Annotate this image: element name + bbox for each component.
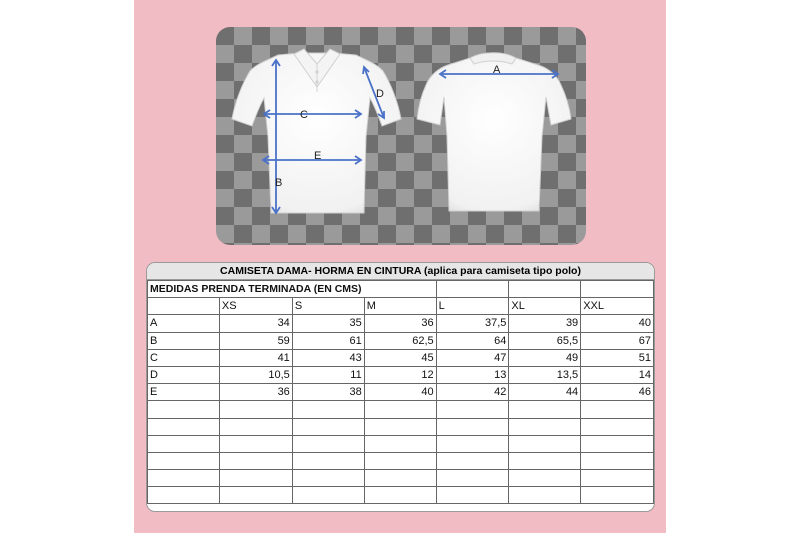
measurement-cell: 44 (509, 384, 581, 401)
measurement-cell: 65,5 (509, 332, 581, 349)
size-header: XXL (581, 298, 654, 315)
empty-cell (292, 435, 364, 452)
empty-cell (581, 401, 654, 418)
empty-cell (581, 281, 654, 298)
table-title: CAMISETA DAMA- HORMA EN CINTURA (aplica para camiseta tipo polo) (147, 263, 654, 280)
measurement-cell: 37,5 (436, 315, 509, 332)
empty-cell (436, 470, 509, 487)
empty-cell (364, 401, 436, 418)
measurement-cell: 40 (364, 384, 436, 401)
label-b: B (275, 177, 283, 189)
empty-cell (219, 470, 292, 487)
empty-cell (364, 418, 436, 435)
empty-cell (148, 470, 220, 487)
empty-cell (148, 298, 220, 315)
row-label: D (148, 366, 220, 383)
measurement-cell: 42 (436, 384, 509, 401)
measurement-cell: 62,5 (364, 332, 436, 349)
empty-cell (581, 418, 654, 435)
polo-shirt-diagram (216, 27, 586, 245)
measurement-cell: 64 (436, 332, 509, 349)
empty-cell (509, 435, 581, 452)
label-a: A (493, 64, 501, 76)
table-row (148, 332, 654, 349)
size-header: XL (509, 298, 581, 315)
size-header: L (436, 298, 509, 315)
empty-cell (436, 418, 509, 435)
empty-cell (509, 418, 581, 435)
measurement-cell: 34 (219, 315, 292, 332)
size-header: XS (219, 298, 292, 315)
empty-cell (292, 452, 364, 469)
measurement-cell: 12 (364, 366, 436, 383)
empty-cell (292, 470, 364, 487)
empty-cell (292, 401, 364, 418)
empty-cell (509, 470, 581, 487)
subtitle-row (148, 281, 654, 298)
empty-cell (364, 435, 436, 452)
empty-cell (219, 487, 292, 504)
table-row (148, 366, 654, 383)
empty-cell (364, 452, 436, 469)
table-row (148, 315, 654, 332)
measurement-cell: 51 (581, 349, 654, 366)
measurement-cell: 61 (292, 332, 364, 349)
empty-row (148, 470, 654, 487)
empty-cell (581, 470, 654, 487)
measurement-cell: 39 (509, 315, 581, 332)
measurement-cell: 45 (364, 349, 436, 366)
front-polo-shirt (232, 49, 401, 213)
empty-row (148, 487, 654, 504)
empty-cell (219, 418, 292, 435)
measurement-cell: 38 (292, 384, 364, 401)
shirt-illustration (216, 27, 586, 245)
measurement-cell: 13,5 (509, 366, 581, 383)
measurement-cell: 46 (581, 384, 654, 401)
label-c: C (300, 109, 308, 121)
empty-cell (219, 401, 292, 418)
label-e: E (314, 150, 322, 162)
row-label: A (148, 315, 220, 332)
empty-cell (436, 435, 509, 452)
label-d: D (376, 88, 384, 100)
empty-cell (292, 418, 364, 435)
measurement-cell: 11 (292, 366, 364, 383)
empty-cell (581, 435, 654, 452)
empty-cell (148, 452, 220, 469)
empty-cell (509, 487, 581, 504)
measurement-cell: 49 (509, 349, 581, 366)
empty-cell (292, 487, 364, 504)
measurement-cell: 13 (436, 366, 509, 383)
empty-cell (148, 487, 220, 504)
empty-cell (364, 487, 436, 504)
empty-row (148, 435, 654, 452)
empty-cell (364, 470, 436, 487)
measurement-cell: 35 (292, 315, 364, 332)
empty-cell (509, 281, 581, 298)
empty-row (148, 401, 654, 418)
empty-cell (148, 435, 220, 452)
back-polo-shirt (417, 53, 571, 211)
empty-cell (581, 487, 654, 504)
empty-cell (436, 401, 509, 418)
empty-cell (219, 435, 292, 452)
measurement-cell: 41 (219, 349, 292, 366)
empty-cell (436, 452, 509, 469)
table-subtitle: MEDIDAS PRENDA TERMINADA (EN CMS) (148, 281, 437, 298)
measurement-cell: 43 (292, 349, 364, 366)
table-row (148, 384, 654, 401)
measurement-cell: 14 (581, 366, 654, 383)
empty-cell (219, 452, 292, 469)
size-header-row (148, 298, 654, 315)
measurement-cell: 67 (581, 332, 654, 349)
measurement-cell: 59 (219, 332, 292, 349)
empty-cell (436, 281, 509, 298)
size-header: M (364, 298, 436, 315)
measurement-cell: 36 (364, 315, 436, 332)
empty-row (148, 418, 654, 435)
empty-row (148, 452, 654, 469)
size-grid (147, 280, 654, 504)
empty-cell (509, 401, 581, 418)
row-label: C (148, 349, 220, 366)
size-chart-table (146, 262, 655, 512)
measurement-cell: 40 (581, 315, 654, 332)
row-label: E (148, 384, 220, 401)
empty-cell (509, 452, 581, 469)
table-row (148, 349, 654, 366)
measurement-cell: 10,5 (219, 366, 292, 383)
row-label: B (148, 332, 220, 349)
empty-cell (436, 487, 509, 504)
empty-cell (148, 418, 220, 435)
empty-cell (581, 452, 654, 469)
measurement-cell: 47 (436, 349, 509, 366)
size-header: S (292, 298, 364, 315)
measurement-cell: 36 (219, 384, 292, 401)
empty-cell (148, 401, 220, 418)
